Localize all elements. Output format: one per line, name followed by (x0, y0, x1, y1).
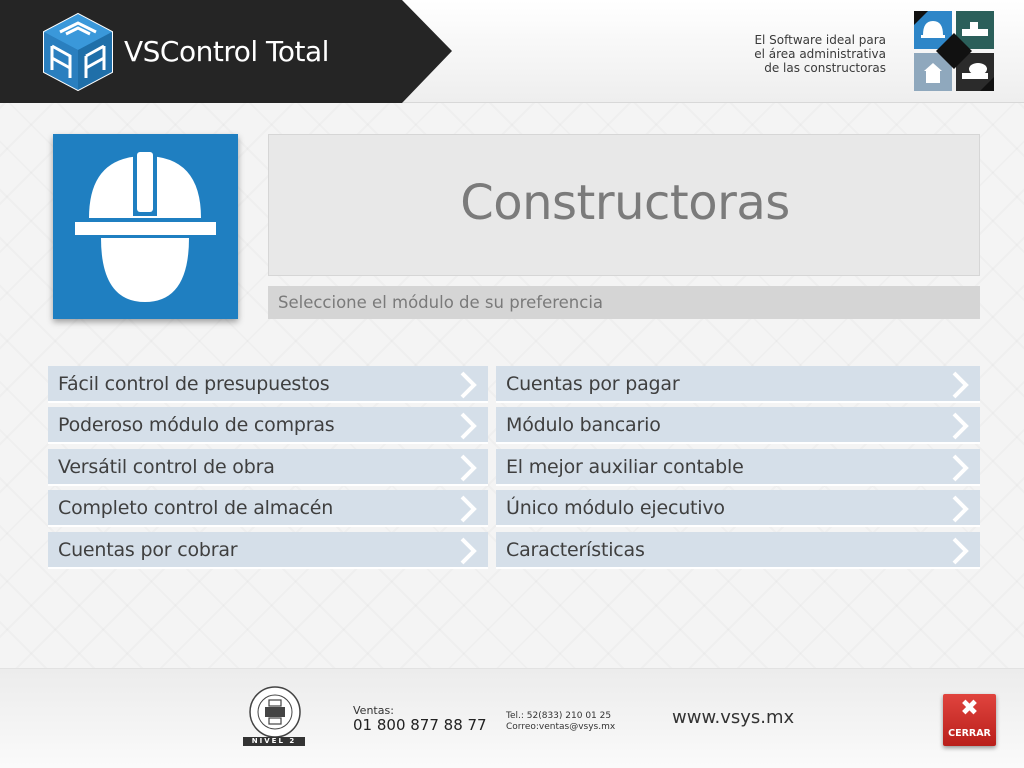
chevron-right-icon (950, 453, 970, 483)
website-link[interactable]: www.vsys.mx (672, 707, 795, 728)
menu-item-almacen[interactable] (48, 490, 488, 527)
subtitle-bar (268, 286, 980, 319)
menu-item-label: Único módulo ejecutivo (506, 497, 725, 519)
close-button-label: CERRAR (948, 728, 991, 739)
chevron-right-icon (458, 536, 478, 566)
contact-email: Correo:ventas@vsys.mx (506, 722, 616, 732)
menu-item-caracteristicas[interactable] (496, 532, 980, 569)
subtitle-text: Seleccione el módulo de su preferencia (278, 293, 604, 312)
menu-item-label: Cuentas por cobrar (58, 539, 238, 561)
close-x-icon: ✖ (960, 696, 979, 721)
chevron-right-icon (458, 370, 478, 400)
level-badge: NIVEL 2 (243, 737, 305, 746)
menu-item-compras[interactable] (48, 407, 488, 444)
construction-mosaic-logo (914, 11, 994, 91)
app-footer (0, 668, 1024, 768)
chevron-right-icon (950, 411, 970, 441)
tagline (700, 33, 886, 75)
menu-item-ejecutivo[interactable] (496, 490, 980, 527)
menu-item-obra[interactable] (48, 449, 488, 486)
menu-item-bancario[interactable] (496, 407, 980, 444)
menu-item-label: El mejor auxiliar contable (506, 456, 744, 478)
tagline-line: de las constructoras (764, 61, 886, 75)
app-header (0, 0, 1024, 103)
menu-item-pagar[interactable] (496, 366, 980, 403)
menu-item-label: Completo control de almacén (58, 497, 334, 519)
hero-icon-tile (53, 134, 238, 319)
tagline-line: El Software ideal para (754, 33, 886, 47)
tagline-line: el área administrativa (754, 47, 886, 61)
sales-label: Ventas: (353, 704, 394, 717)
sales-phone: 01 800 877 88 77 (353, 716, 487, 734)
page-title: Constructoras (460, 175, 790, 231)
menu-item-label: Fácil control de presupuestos (58, 373, 330, 395)
menu-item-label: Cuentas por pagar (506, 373, 680, 395)
menu-item-label: Poderoso módulo de compras (58, 414, 335, 436)
title-panel (268, 134, 980, 276)
menu-item-contable[interactable] (496, 449, 980, 486)
close-button[interactable] (943, 694, 996, 746)
chevron-right-icon (950, 536, 970, 566)
menu-item-label: Características (506, 539, 645, 561)
chevron-right-icon (950, 370, 970, 400)
menu-item-cobrar[interactable] (48, 532, 488, 569)
chevron-right-icon (458, 411, 478, 441)
vs-cube-logo-icon (42, 12, 114, 92)
app-title: VSControl Total (124, 35, 329, 68)
hard-hat-icon (53, 134, 238, 319)
menu-item-label: Módulo bancario (506, 414, 661, 436)
chevron-right-icon (950, 494, 970, 524)
chevron-right-icon (458, 494, 478, 524)
chevron-right-icon (458, 453, 478, 483)
contact-tel: Tel.: 52(833) 210 01 25 (506, 711, 612, 721)
menu-item-label: Versátil control de obra (58, 456, 275, 478)
menu-item-presupuestos[interactable] (48, 366, 488, 403)
